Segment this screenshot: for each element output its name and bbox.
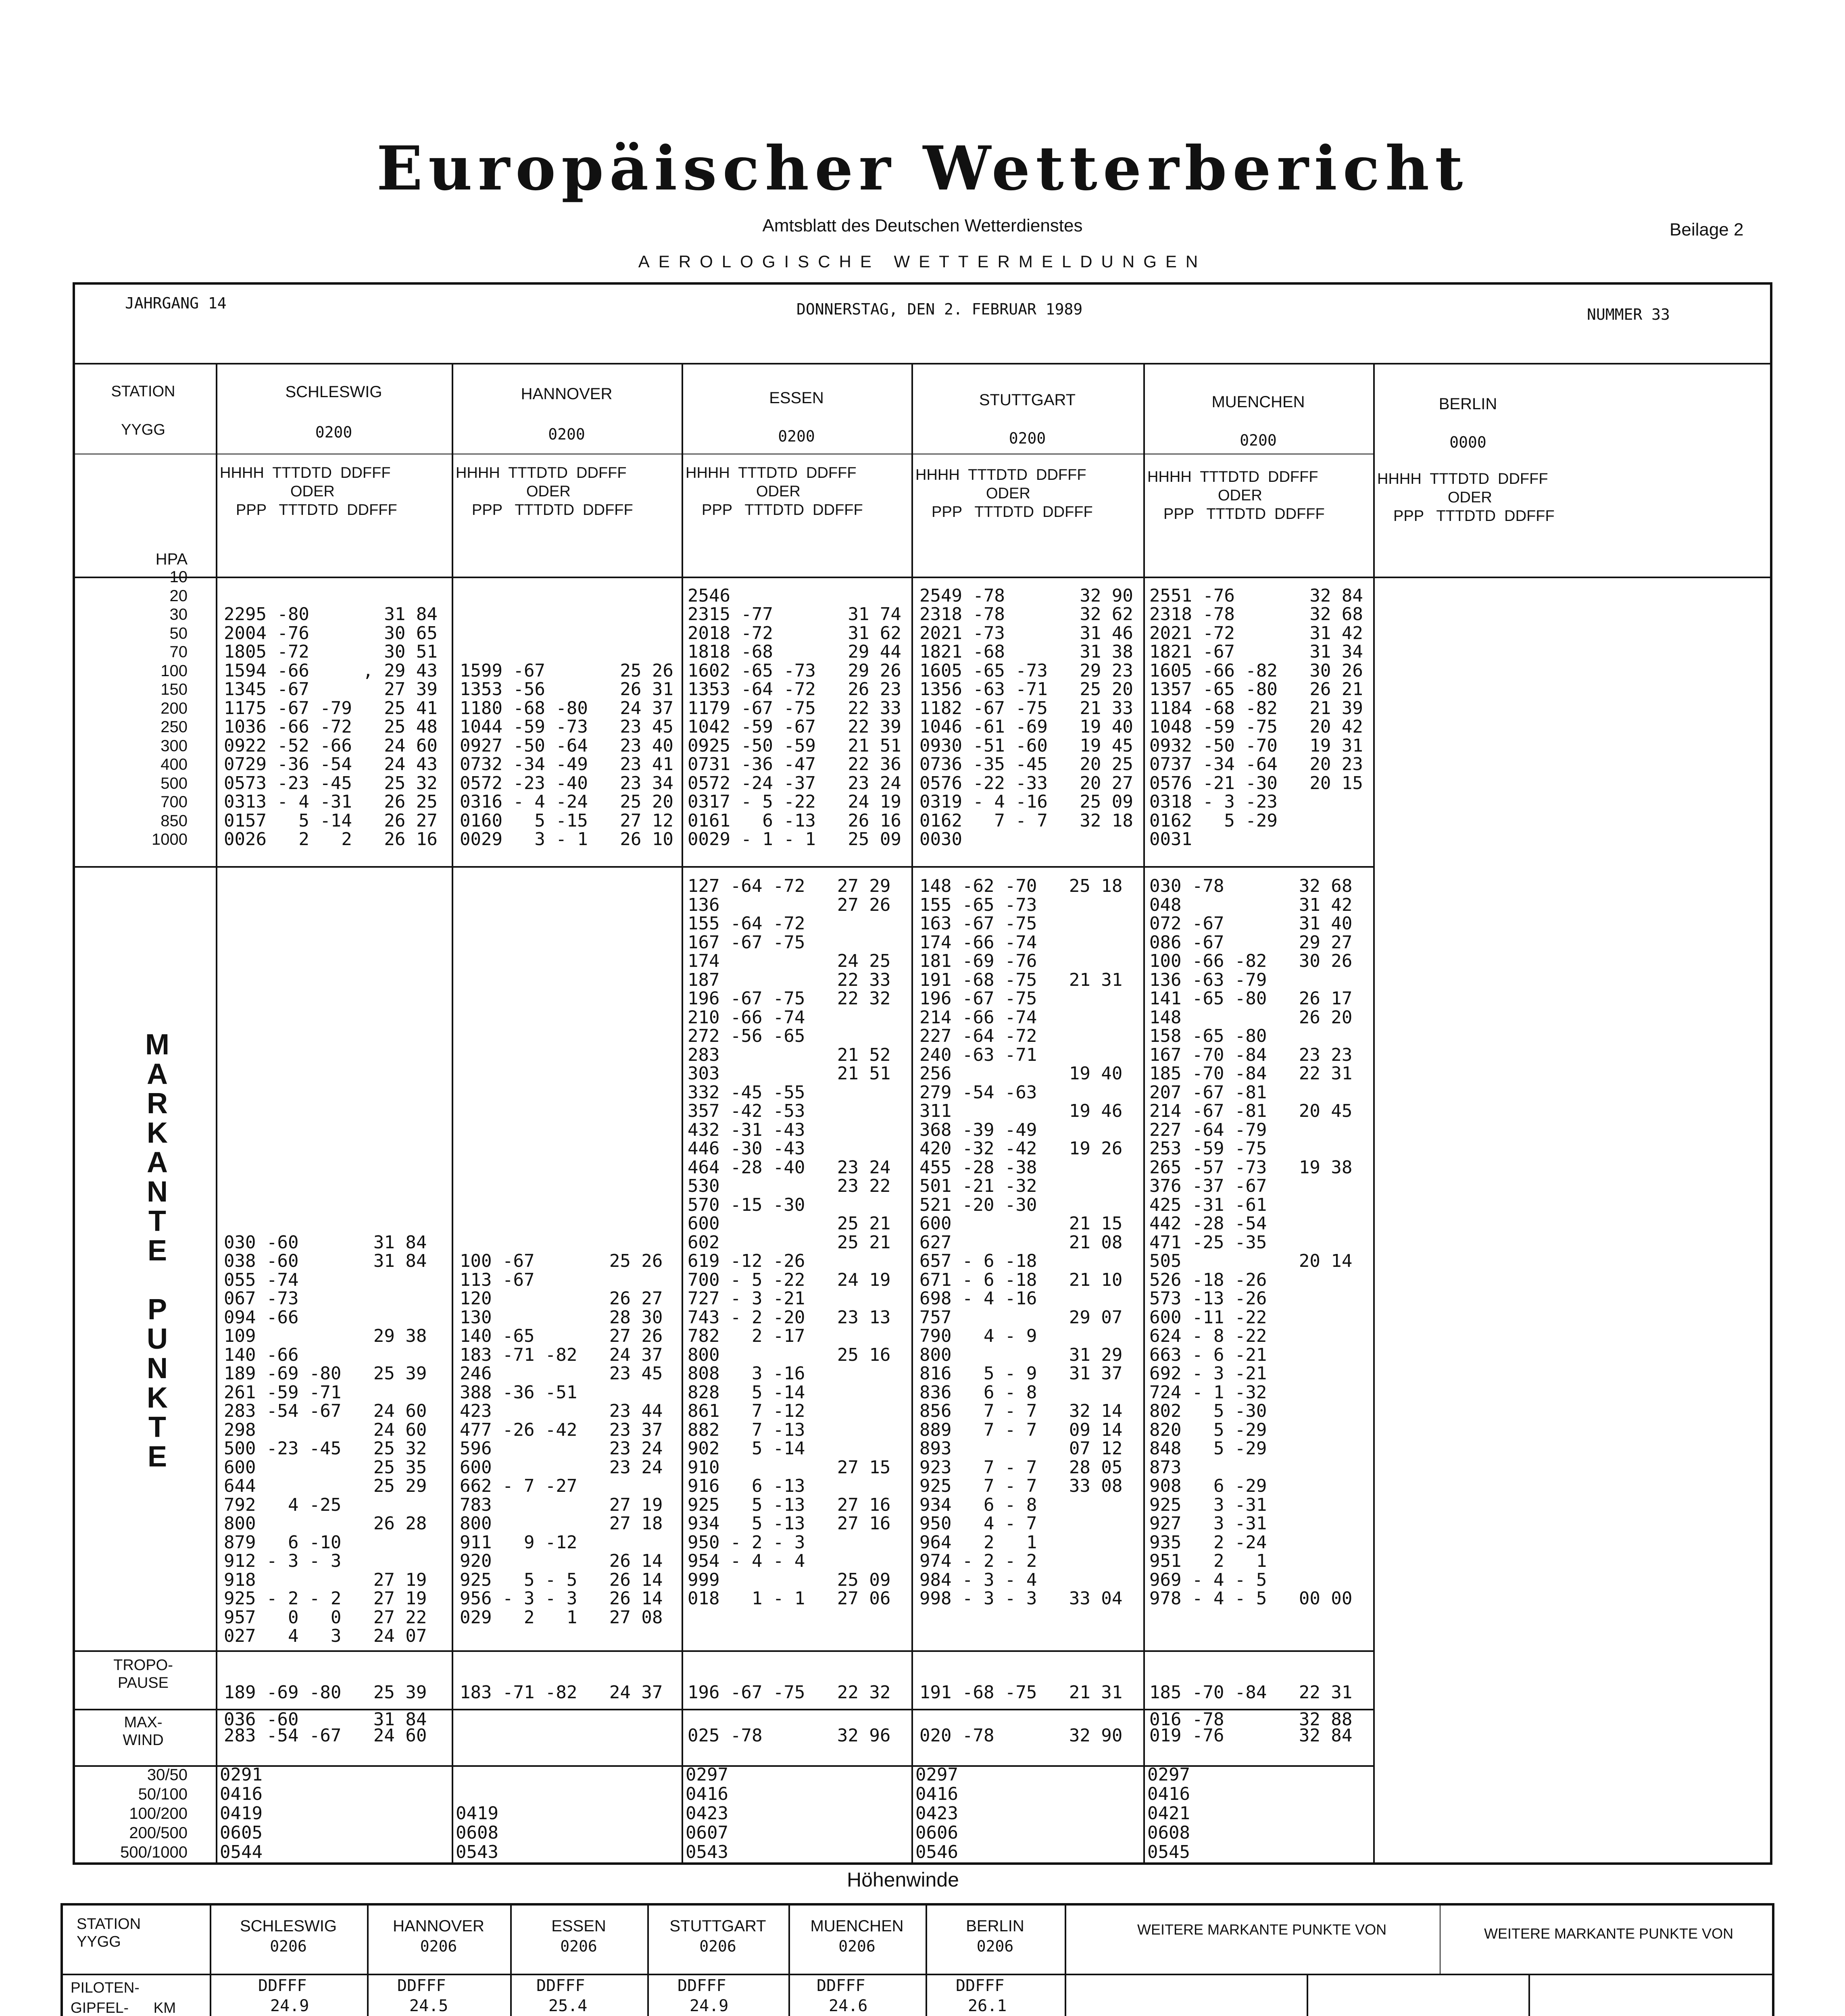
tropopause-stuttgart: 191 -68 -75 21 31 bbox=[919, 1682, 1123, 1703]
layers-essen: 0297 0416 0423 0607 0543 bbox=[686, 1764, 728, 1862]
hw-code-schleswig: 0206 bbox=[270, 1937, 307, 1955]
station-name-hannover: HANNOVER bbox=[521, 385, 613, 403]
col-header: HHHH TTTDTD DDFFF ODER PPP TTTDTD DDFFF bbox=[1147, 469, 1325, 523]
station-code-stuttgart: 0200 bbox=[1009, 429, 1046, 447]
col-header: HHHH TTTDTD DDFFF ODER PPP TTTDTD DDFFF bbox=[686, 464, 863, 519]
hw-code-essen: 0206 bbox=[560, 1937, 597, 1955]
hpa-label: HPA bbox=[155, 550, 188, 568]
issue-number: NUMMER 33 bbox=[1587, 306, 1670, 323]
document-subtitle: Amtsblatt des Deutschen Wetterdienstes bbox=[762, 216, 1083, 235]
station-code-muenchen: 0200 bbox=[1240, 431, 1277, 449]
yygg-label: YYGG bbox=[121, 421, 165, 438]
markante-punkte-schleswig: 030 -60 31 84 038 -60 31 84 055 -74 067 -73 094 -66 109 29 38 140 -66 189 -69 -80 25 39 261 -59 -71 283 -54 -67 24 60 298 24 60 500 -23 -45 25 32 600 25 35 644 25 29 792 4 -25 800 26 28 879 6 -10 912 - 3 - 3 918 27 19 925 - 2 - 2 27 19 957 0 0 27 22 027 4 3 24 07 bbox=[224, 1232, 427, 1646]
standard-levels-stuttgart: 2549 -78 32 90 2318 -78 32 62 2021 -73 31 46 1821 -68 31 38 1605 -65 -73 29 23 1356 -63 -71 25 20 1182 -67 -75 21 33 1046 -61 -69 19 40 0930 -51 -60 19 45 0736 -35 -45 20 25 0576 -22 -33 20 27 0319 - 4 -16 25 09 0162 7 - 7 32 18 0030 bbox=[919, 585, 1133, 850]
tropopause-essen: 196 -67 -75 22 32 bbox=[688, 1682, 891, 1703]
station-label: STATION bbox=[111, 383, 175, 400]
tropopause-label: TROPO- PAUSE bbox=[113, 1657, 173, 1691]
standard-levels-essen: 2546 2315 -77 31 74 2018 -72 31 62 1818 -68 29 44 1602 -65 -73 29 26 1353 -64 -72 26 23 1179 -67 -75 22 33 1042 -59 -67 22 39 0925 -50 -59 21 51 0731 -36 -47 22 36 0572 -24 -37 23 24 0317 - 5 -22 24 19 0161 6 -13 26 16 0029 - 1 - 1 25 09 bbox=[688, 585, 901, 850]
col-header: HHHH TTTDTD DDFFF ODER PPP TTTDTD DDFFF bbox=[915, 467, 1093, 521]
hpa-levels: 10 20 30 50 70 100 150 200 250 300 400 500 700 850 1000 bbox=[152, 568, 188, 848]
layers-schleswig: 0291 0416 0419 0605 0544 bbox=[220, 1764, 263, 1862]
hw-code-hannover: 0206 bbox=[420, 1937, 457, 1955]
beilage-label: Beilage 2 bbox=[1670, 220, 1744, 240]
document-title: Europäischer Wetterbericht bbox=[376, 133, 1469, 204]
markante-punkte-essen: 127 -64 -72 27 29 136 27 26 155 -64 -72 167 -67 -75 174 24 25 187 22 33 196 -67 -75 22 32 210 -66 -74 272 -56 -65 283 21 52 303 21 51 332 -45 -55 357 -42 -53 432 -31 -43 446 -30 -43 464 -28 -40 23 24 530 23 22 570 -15 -30 600 25 21 602 25 21 619 -12 -26 700 - 5 -22 24 19 727 - 3 -21 743 - 2 -20 23 13 782 2 -17 800 25 16 808 3 -16 828 5 -14 861 7 -12 882 7 -13 902 5 -14 910 27 15 916 6 -13 925 5 -13 27 16 934 5 -13 27 16 950 - 2 - 3 954 - 4 - 4 999 25 09 018 1 - 1 27 06 bbox=[688, 876, 891, 1609]
markante-punkte-muenchen: 030 -78 32 68 048 31 42 072 -67 31 40 086 -67 29 27 100 -66 -82 30 26 136 -63 -79 141 -65 -80 26 17 148 26 20 158 -65 -80 167 -70 -84 23 23 185 -70 -84 22 31 207 -67 -81 214 -67 -81 20 45 227 -64 -79 253 -59 -75 265 -57 -73 19 38 376 -37 -67 425 -31 -61 442 -28 -54 471 -25 -35 505 20 14 526 -18 -26 573 -13 -26 600 -11 -22 624 - 8 -22 663 - 6 -21 692 - 3 -21 724 - 1 -32 802 5 -30 820 5 -29 848 5 -29 873 908 6 -29 925 3 -31 927 3 -31 935 2 -24 951 2 1 969 - 4 - 5 978 - 4 - 5 00 00 bbox=[1149, 876, 1353, 1609]
station-code-essen: 0200 bbox=[778, 427, 815, 445]
station-name-muenchen: MUENCHEN bbox=[1211, 393, 1305, 411]
col-header: HHHH TTTDTD DDFFF ODER PPP TTTDTD DDFFF bbox=[456, 464, 633, 519]
hw-code-berlin: 0206 bbox=[976, 1937, 1014, 1955]
hw-code-stuttgart: 0206 bbox=[699, 1937, 736, 1955]
gipfel-schleswig: DDFFF 24.9 bbox=[258, 1976, 309, 2015]
maxwind-schleswig: 036 -60 31 84 283 -54 -67 24 60 bbox=[224, 1709, 427, 1746]
layers-hannover: 0419 0608 0543 bbox=[456, 1803, 498, 1862]
standard-levels-schleswig: 2295 -80 31 84 2004 -76 30 65 1805 -72 30 51 1594 -66 , 29 43 1345 -67 27 39 1175 -67 -79 25 41 1036 -66 -72 25 48 0922 -52 -66 24 60 0729 -36 -54 24 43 0573 -23 -45 25 32 0313 - 4 -31 26 25 0157 5 -14 26 27 0026 2 2 26 16 bbox=[224, 604, 438, 850]
hw-code-muenchen: 0206 bbox=[838, 1937, 876, 1955]
tropopause-schleswig: 189 -69 -80 25 39 bbox=[224, 1682, 427, 1703]
gipfel-hannover: DDFFF 24.5 bbox=[397, 1976, 448, 2015]
station-name-essen: ESSEN bbox=[769, 389, 824, 407]
hw-station-hannover: HANNOVER bbox=[393, 1917, 484, 1935]
col-header: HHHH TTTDTD DDFFF ODER PPP TTTDTD DDFFF bbox=[220, 464, 397, 519]
maxwind-stuttgart: 020 -78 32 90 bbox=[919, 1725, 1123, 1746]
gipfel-essen: DDFFF 25.4 bbox=[536, 1976, 588, 2015]
standard-levels-muenchen: 2551 -76 32 84 2318 -78 32 68 2021 -72 31 42 1821 -67 31 34 1605 -66 -82 30 26 1357 -65 -80 26 21 1184 -68 -82 21 39 1048 -59 -75 20 42 0932 -50 -70 19 31 0737 -34 -64 20 23 0576 -21 -30 20 15 0318 - 3 -23 0162 5 -29 0031 bbox=[1149, 585, 1363, 850]
station-code-berlin: 0000 bbox=[1449, 433, 1486, 451]
markante-punkte-hannover: 100 -67 25 26 113 -67 120 26 27 130 28 30 140 -65 27 26 183 -71 -82 24 37 246 23 45 388 -36 -51 423 23 44 477 -26 -42 23 37 596 23 24 600 23 24 662 - 7 -27 783 27 19 800 27 18 911 9 -12 920 26 14 925 5 - 5 26 14 956 - 3 - 3 26 14 029 2 1 27 08 bbox=[460, 1251, 663, 1628]
maxwind-label: MAX- WIND bbox=[123, 1714, 164, 1749]
hoehenwinde-title: Höhenwinde bbox=[847, 1868, 959, 1891]
standard-levels-hannover: 1599 -67 25 26 1353 -56 26 31 1180 -68 -80 24 37 1044 -59 -73 23 45 0927 -50 -64 23 40 0732 -34 -49 23 41 0572 -23 -40 23 34 0316 - 4 -24 25 20 0160 5 -15 27 12 0029 3 - 1 26 10 bbox=[460, 660, 673, 850]
station-code-hannover: 0200 bbox=[548, 425, 585, 443]
station-name-schleswig: SCHLESWIG bbox=[285, 383, 382, 401]
hw-station-essen: ESSEN bbox=[551, 1917, 606, 1935]
piloten-label: PILOTEN- GIPFEL- KM bbox=[71, 1979, 176, 2016]
station-code-schleswig: 0200 bbox=[315, 423, 352, 441]
issue-date: DONNERSTAG, DEN 2. FEBRUAR 1989 bbox=[796, 300, 1083, 318]
layer-labels: 30/50 50/100 100/200 200/500 500/1000 bbox=[120, 1766, 188, 1861]
jahrgang: JAHRGANG 14 bbox=[125, 294, 227, 312]
hw-station-muenchen: MUENCHEN bbox=[810, 1917, 904, 1935]
station-name-berlin: BERLIN bbox=[1438, 395, 1497, 413]
gipfel-muenchen: DDFFF 24.6 bbox=[817, 1976, 868, 2015]
maxwind-muenchen: 016 -78 32 88 019 -76 32 84 bbox=[1149, 1709, 1353, 1746]
hw-station-stuttgart: STUTTGART bbox=[669, 1917, 766, 1935]
markante-punkte-stuttgart: 148 -62 -70 25 18 155 -65 -73 163 -67 -75 174 -66 -74 181 -69 -76 191 -68 -75 21 31 196 -67 -75 214 -66 -74 227 -64 -72 240 -63 -71 256 19 40 279 -54 -63 311 19 46 368 -39 -49 420 -32 -42 19 26 455 -28 -38 501 -21 -32 521 -20 -30 600 21 15 627 21 08 657 - 6 -18 671 - 6 -18 21 10 698 - 4 -16 757 29 07 790 4 - 9 800 31 29 816 5 - 9 31 37 836 6 - 8 856 7 - 7 32 14 889 7 - 7 09 14 893 07 12 923 7 - 7 28 05 925 7 - 7 33 08 934 6 - 8 950 4 - 7 964 2 1 974 - 2 - 2 984 - 3 - 4 998 - 3 - 3 33 04 bbox=[919, 876, 1123, 1609]
weitere-label-1: WEITERE MARKANTE PUNKTE VON bbox=[1137, 1921, 1387, 1938]
section-title: AEROLOGISCHE WETTERMELDUNGEN bbox=[638, 252, 1207, 271]
weitere-label-2: WEITERE MARKANTE PUNKTE VON bbox=[1484, 1925, 1734, 1942]
gipfel-stuttgart: DDFFF 24.9 bbox=[678, 1976, 729, 2015]
tropopause-muenchen: 185 -70 -84 22 31 bbox=[1149, 1682, 1353, 1703]
maxwind-essen: 025 -78 32 96 bbox=[688, 1725, 891, 1746]
col-header: HHHH TTTDTD DDFFF ODER PPP TTTDTD DDFFF bbox=[1377, 471, 1555, 525]
hw-station-label: STATION YYGG bbox=[77, 1916, 141, 1950]
station-name-stuttgart: STUTTGART bbox=[979, 391, 1076, 409]
hw-station-berlin: BERLIN bbox=[966, 1917, 1024, 1935]
tropopause-hannover: 183 -71 -82 24 37 bbox=[460, 1682, 663, 1703]
markante-punkte-label: M A R K A N T E P U N K T E bbox=[145, 1029, 169, 1473]
layers-stuttgart: 0297 0416 0423 0606 0546 bbox=[915, 1764, 958, 1862]
hw-station-schleswig: SCHLESWIG bbox=[240, 1917, 337, 1935]
layers-muenchen: 0297 0416 0421 0608 0545 bbox=[1147, 1764, 1190, 1862]
gipfel-berlin: DDFFF 26.1 bbox=[956, 1976, 1007, 2015]
